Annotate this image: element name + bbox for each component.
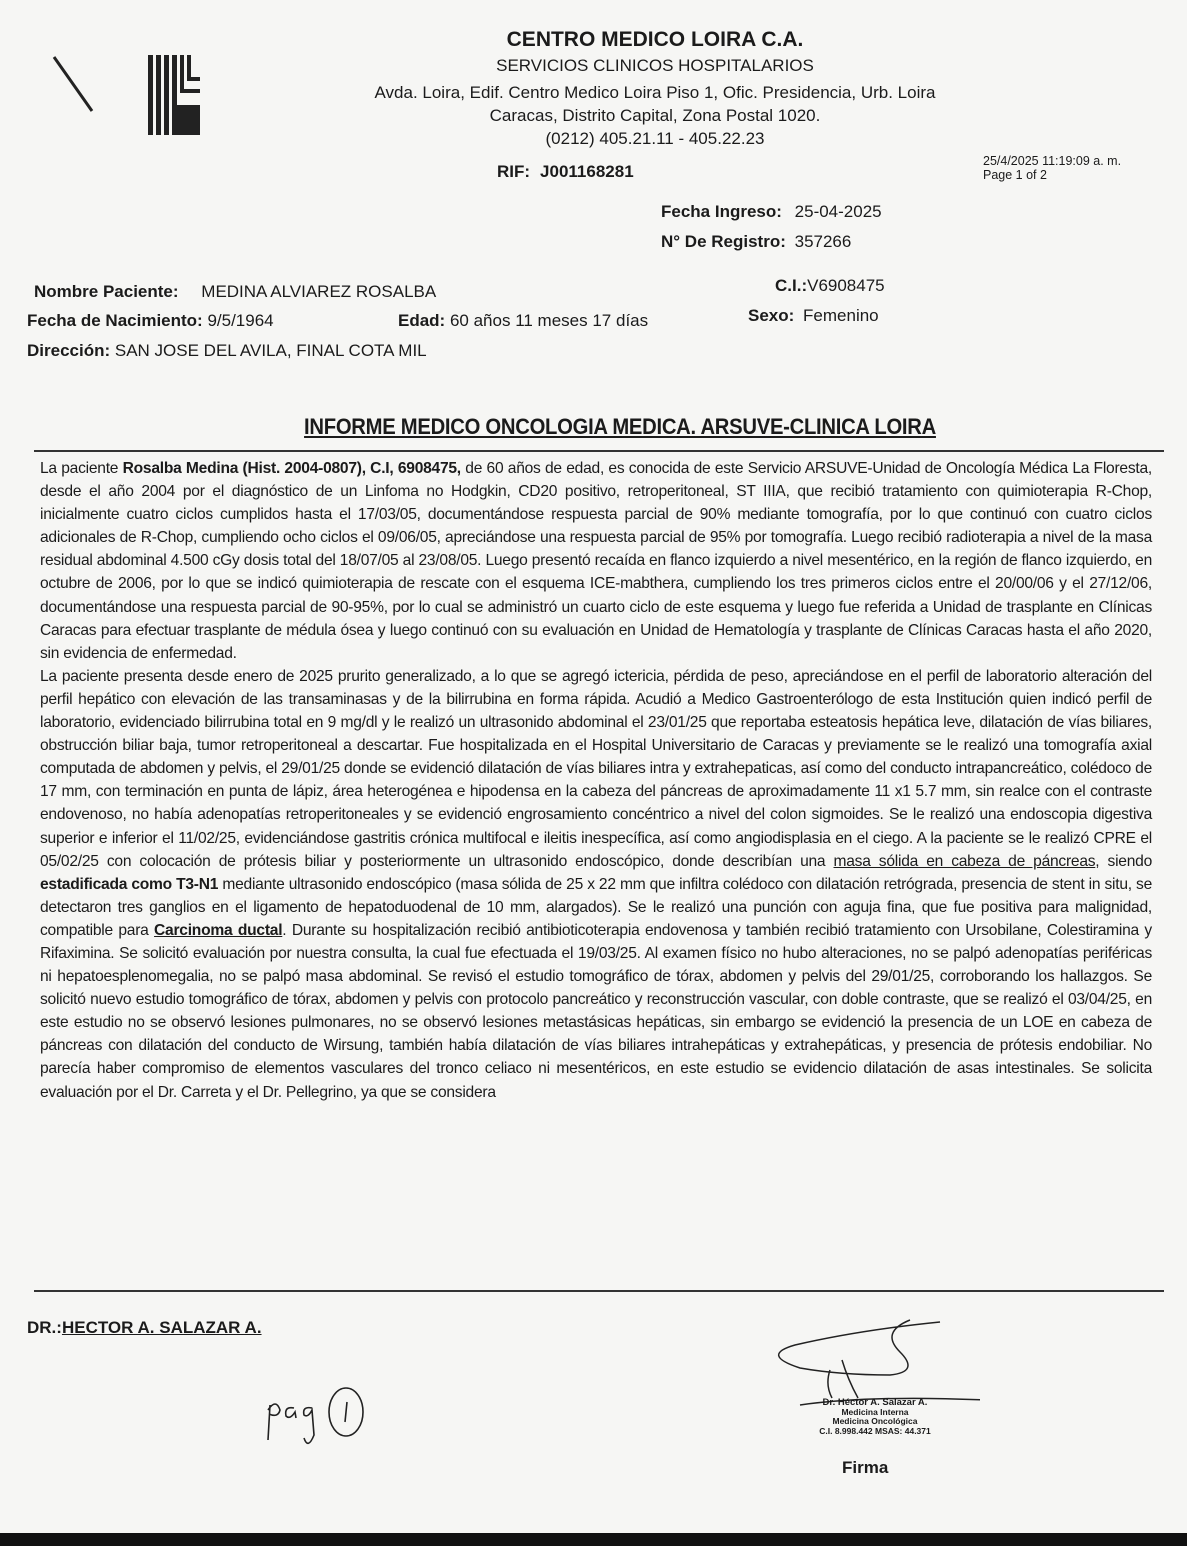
- patient-age-label: Edad:: [398, 311, 446, 330]
- patient-address-label: Dirección:: [27, 341, 111, 360]
- institution-subtitle: SERVICIOS CLINICOS HOSPITALARIOS: [496, 56, 814, 75]
- stamp-specialty-1: Medicina Interna: [841, 1406, 909, 1417]
- doctor: [27, 1318, 262, 1338]
- phone-numbers: (0212) 405.21.11 - 405.22.23: [545, 129, 765, 148]
- signature-icon: [740, 1300, 980, 1410]
- signature-label: Firma: [842, 1458, 889, 1477]
- rif-label: RIF:: [497, 162, 531, 181]
- page-indicator: Page 1 of 2: [983, 168, 1047, 182]
- patient-ci-value: V6908475: [807, 276, 885, 295]
- stamp-specialty-2: Medicina Oncológica: [832, 1416, 918, 1426]
- fecha-ingreso-value: 25-04-2025: [794, 202, 882, 221]
- text: , siendo: [1095, 852, 1152, 870]
- report-title: INFORME MEDICO ONCOLOGIA MEDICA. ARSUVE-CLINICA LOIRA: [304, 414, 936, 439]
- patient-sex-value: Femenino: [803, 306, 879, 325]
- finding-underlined: masa sólida en cabeza de páncreas: [833, 852, 1096, 870]
- doctor-stamp: [770, 1398, 980, 1436]
- rif-value: J001168281: [540, 162, 634, 181]
- fecha-ingreso-label: Fecha Ingreso:: [661, 202, 782, 221]
- print-stamp: [983, 154, 1121, 182]
- fecha-ingreso: [661, 202, 882, 222]
- address-line-1: Avda. Loira, Edif. Centro Medico Loira Piso 1, Ofic. Presidencia, Urb. Loira: [374, 83, 936, 102]
- patient-name-label: Nombre Paciente:: [34, 282, 179, 301]
- patient-dob-label: Fecha de Nacimiento:: [27, 311, 203, 330]
- patient-age: [398, 311, 648, 331]
- patient-name-value: MEDINA ALVIAREZ ROSALBA: [201, 282, 437, 301]
- patient-address-value: SAN JOSE DEL AVILA, FINAL COTA MIL: [114, 341, 427, 360]
- registro-label: N° De Registro:: [661, 232, 786, 251]
- text: de 60 años de edad, es conocida de este Servicio ARSUVE-Unidad de Oncología Médica La Floresta, desde el año 2004 por el diagnóstico de un Linfoma no Hodgkin, CD20 positivo, retroperitoneal, ST IIIA, que recibió tratamiento con quimioterapia R-Chop, inicialmente cuatro ciclos cumplidos hasta el 17/03/05, documentándose respuesta parcial de 90% mediante tomografía, por lo que continuó con cuatro ciclos adicionales de R-Chop, cumpliendo ocho ciclos el 09/06/05, apreciándose una respuesta parcial de 95% por tomografía. Luego recibió radioterapia a nivel de la masa residual abdominal 4.500 cGy dosis total del 18/07/05 al 23/08/05. Luego presentó recaída en flanco izquierdo a nivel mesentérico, en la región de flanco izquierdo, en octubre de 2006, por lo que se indicó quimioterapia de rescate con el esquema ICE-mabthera, cumpliendo los tres primeros ciclos entre el 20/00/06 y el 27/12/06, documentándose una respuesta parcial de 90-95%, por lo cual se administró un cuarto ciclo de este esquema y luego fue referida a Unidad de trasplante en Clínicas Caracas para efectuar trasplante de médula ósea y luego continuó con su evaluación en Unidad de Hematología y trasplante de Clínicas Caracas hasta el año 2020, sin evidencia de enfermedad.: [40, 460, 1152, 662]
- scan-edge: [0, 1533, 1187, 1546]
- divider-bottom: [34, 1290, 1164, 1292]
- text: La paciente presenta desde enero de 2025 prurito generalizado, a lo que se agregó ictericia, pérdida de peso, apreciándose en el perfil de laboratorio alteración del perfil hepático con elevación de las transaminasas y de la bilirrubina en forma rápida. Acudió a Medico Gastroenterólogo de esta Institución quien indicó perfil de laboratorio, evidenciado bilirrubina total en 9 mg/dl y le realizó un ultrasonido abdominal el 23/01/25 que reportaba esteatosis hepática leve, dilatación de vías biliares, obstrucción biliar baja, tumor retroperitoneal a descartar. Fue hospitalizada en el Hospital Universitario de Caracas y previamente se le realizó una tomografía axial computada de abdomen y pelvis, el 29/01/25 donde se evidenció dilatación de vías biliares intra y extrahepaticas, así como del conducto intrapancreático, colédoco de 17 mm, con terminación en punta de lápiz, área heterogénea e hipodensa en la cabeza del páncreas de aproximadamente 11 x1 5.7 mm, sin realce con el contraste endovenoso, no había adenopatías retroperitoneales y se evidenció engrosamiento concéntrico a nivel del colon sigmoides. Se le realizó una endoscopia digestiva superior e inferior el 11/02/25, evidenciándose gastritis crónica multifocal e ileitis inespecífica, así como angiodisplasia en el ciego. A la paciente se le realizó CPRE el 05/02/25 con colocación de prótesis biliar y posteriormente un ultrasonido endoscópico, donde describían una: [40, 667, 1152, 870]
- printed-timestamp: 25/4/2025 11:19:09 a. m.: [983, 154, 1122, 168]
- rif: [497, 162, 634, 182]
- patient-identifier-bold: Rosalba Medina (Hist. 2004-0807), C.I, 6908475,: [122, 460, 461, 477]
- registro: [661, 232, 851, 252]
- paragraph-current-illness: [40, 665, 1152, 1104]
- text: La paciente: [40, 460, 123, 477]
- text: mediante ultrasonido endoscópico (masa sólida de 25 x 22 mm que infiltra colédoco con dilatación retrógrada, presencia de stent in situ, se detectaron tres ganglios en el ligamento de hepatoduodenal de 10 mm, alargados). Se le realizó una punción con aguja fina, que fue positiva para malignidad, compatible para: [40, 875, 1152, 939]
- staging-bold: estadificada como T3-N1: [40, 875, 219, 893]
- patient-ci-label: C.I.:: [775, 276, 808, 295]
- handwritten-page-note: [262, 1380, 382, 1460]
- stamp-credentials: C.I. 8.998.442 MSAS: 44.371: [819, 1425, 931, 1436]
- patient-sex: [748, 306, 879, 326]
- paragraph-history: [40, 457, 1152, 665]
- divider-top: [34, 450, 1164, 452]
- address-line-2: Caracas, Distrito Capital, Zona Postal 1020.: [489, 106, 821, 125]
- diagnosis-bold: Carcinoma ductal: [154, 921, 283, 939]
- report-body: [40, 457, 1152, 1104]
- patient-name: [34, 282, 436, 302]
- stamp-name: Dr. Héctor A. Salazar A.: [822, 1397, 928, 1408]
- doctor-name: HECTOR A. SALAZAR A.: [61, 1318, 262, 1337]
- patient-ci: [775, 276, 885, 296]
- patient-age-value: 60 años 11 meses 17 días: [449, 311, 649, 330]
- patient-dob: [27, 311, 274, 331]
- registro-value: 357266: [794, 232, 852, 251]
- patient-sex-label: Sexo:: [748, 306, 795, 325]
- patient-dob-value: 9/5/1964: [207, 311, 274, 330]
- doctor-label: DR.:: [27, 1318, 62, 1337]
- patient-address: [27, 341, 427, 361]
- text: . Durante su hospitalización recibió antibioticoterapia endovenosa y también recibió tratamiento con Ursobilane, Colestiramina y Rifaximina. Se solicitó evaluación por nuestra consulta, la cual fue efectuada el 19/03/25. Al examen físico no hubo alteraciones, no se palpó adenopatías periféricas ni hepatoesplenomegalia, no se palpó masa abdominal. Se revisó el estudio tomográfico de tórax, abdomen y pelvis del 29/01/25, corroborando los hallazgos. Se solicitó nuevo estudio tomográfico de tórax, abdomen y pelvis con protocolo pancreático y reconstrucción vascular, con doble contraste, que se realizó el 03/04/25, en este estudio no se observó lesiones pulmonares, no se observó lesiones metastásicas hepáticas, sin embargo se evidenció la presencia de un LOE en cabeza de páncreas con dilatación del conducto de Wirsung, también había dilatación de vías biliares intrahepáticas y extrahepáticas, y presencia de prótesis endobiliar. No parecía haber compromiso de elementos vasculares del tronco celiaco ni mesentéricos, en este estudio se evidencio dilatación de asas intestinales. Se solicita evaluación por el Dr. Carreta y el Dr. Pellegrino, ya que se considera: [40, 921, 1152, 1101]
- institution-name: CENTRO MEDICO LOIRA C.A.: [506, 28, 804, 51]
